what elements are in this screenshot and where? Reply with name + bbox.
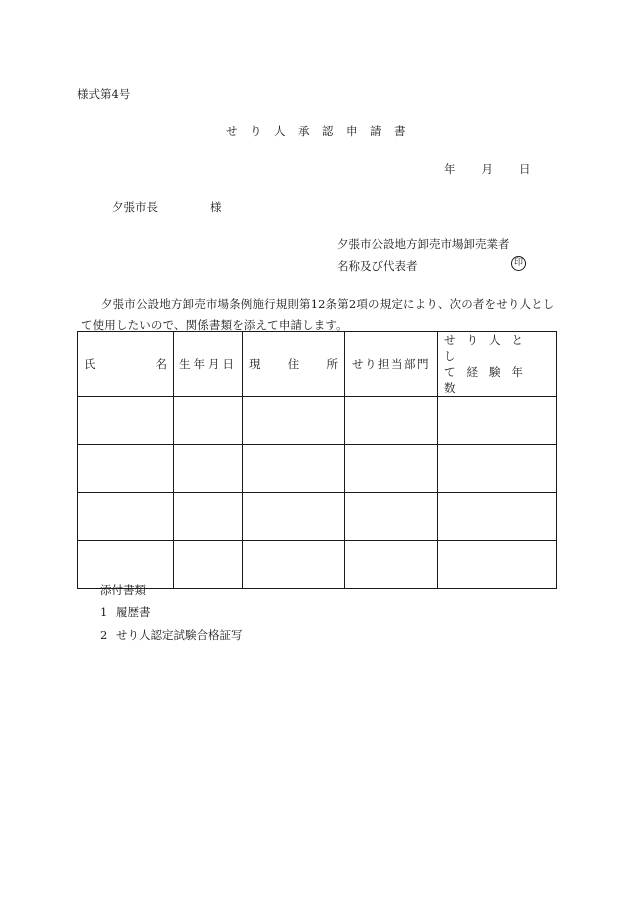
cell-department[interactable] [345, 445, 438, 493]
header-birthdate: 生年月日 [174, 332, 243, 397]
document-title: せり人承認申請書 [226, 124, 418, 138]
table-row [78, 397, 557, 445]
cell-name[interactable] [78, 445, 174, 493]
date-line [444, 161, 531, 177]
table-row [78, 445, 557, 493]
cell-birthdate[interactable] [174, 493, 243, 541]
recipient [112, 199, 222, 215]
cell-birthdate[interactable] [174, 445, 243, 493]
attachment-number: 1 [100, 605, 108, 619]
recipient-honorific: 様 [210, 200, 222, 214]
table-header-row [78, 332, 557, 397]
header-department: せり担当部門 [345, 332, 438, 397]
recipient-name: 夕張市長 [112, 200, 158, 214]
applicant-representative: 名称及び代表者 [337, 259, 418, 273]
cell-experience[interactable] [438, 397, 557, 445]
header-name [78, 332, 174, 397]
applicant-organization: 夕張市公設地方卸売市場卸売業者 [337, 237, 510, 251]
date-month-label: 月 [481, 162, 493, 176]
cell-birthdate[interactable] [174, 397, 243, 445]
cell-department[interactable] [345, 493, 438, 541]
seal-mark: 印 [511, 256, 526, 271]
attachment-number: 2 [100, 628, 108, 642]
cell-experience[interactable] [438, 541, 557, 589]
staff-table [77, 331, 557, 589]
header-address [243, 332, 345, 397]
cell-address[interactable] [243, 541, 345, 589]
header-address-3: 所 [326, 357, 338, 371]
attachment-item [100, 627, 243, 643]
application-statement: 夕張市公設地方卸売市場条例施行規則第12条第2項の規定により、次の者をせり人として使用したいので、関係書類を添えて申請します。 [81, 297, 555, 332]
attachment-label: 履歴書 [116, 605, 151, 619]
cell-name[interactable] [78, 493, 174, 541]
cell-address[interactable] [243, 445, 345, 493]
header-experience-line2: て経験年数 [444, 365, 534, 395]
cell-birthdate[interactable] [174, 541, 243, 589]
header-experience-line1: せり人とし [444, 333, 534, 363]
date-day-label: 日 [519, 162, 531, 176]
cell-experience[interactable] [438, 493, 557, 541]
cell-address[interactable] [243, 493, 345, 541]
date-year-label: 年 [444, 162, 456, 176]
form-number: 様式第4号 [77, 87, 131, 101]
attachment-label: せり人認定試験合格証写 [116, 628, 243, 642]
header-name-right: 名 [155, 357, 167, 371]
table-row [78, 541, 557, 589]
header-experience [438, 332, 557, 397]
cell-department[interactable] [345, 397, 438, 445]
attachment-item [100, 604, 151, 620]
table-row [78, 493, 557, 541]
cell-department[interactable] [345, 541, 438, 589]
cell-experience[interactable] [438, 445, 557, 493]
attachments-title: 添付書類 [100, 583, 146, 597]
header-address-1: 現 [249, 357, 261, 371]
cell-name[interactable] [78, 397, 174, 445]
header-name-left: 氏 [84, 357, 96, 371]
header-address-2: 住 [287, 357, 300, 371]
cell-address[interactable] [243, 397, 345, 445]
